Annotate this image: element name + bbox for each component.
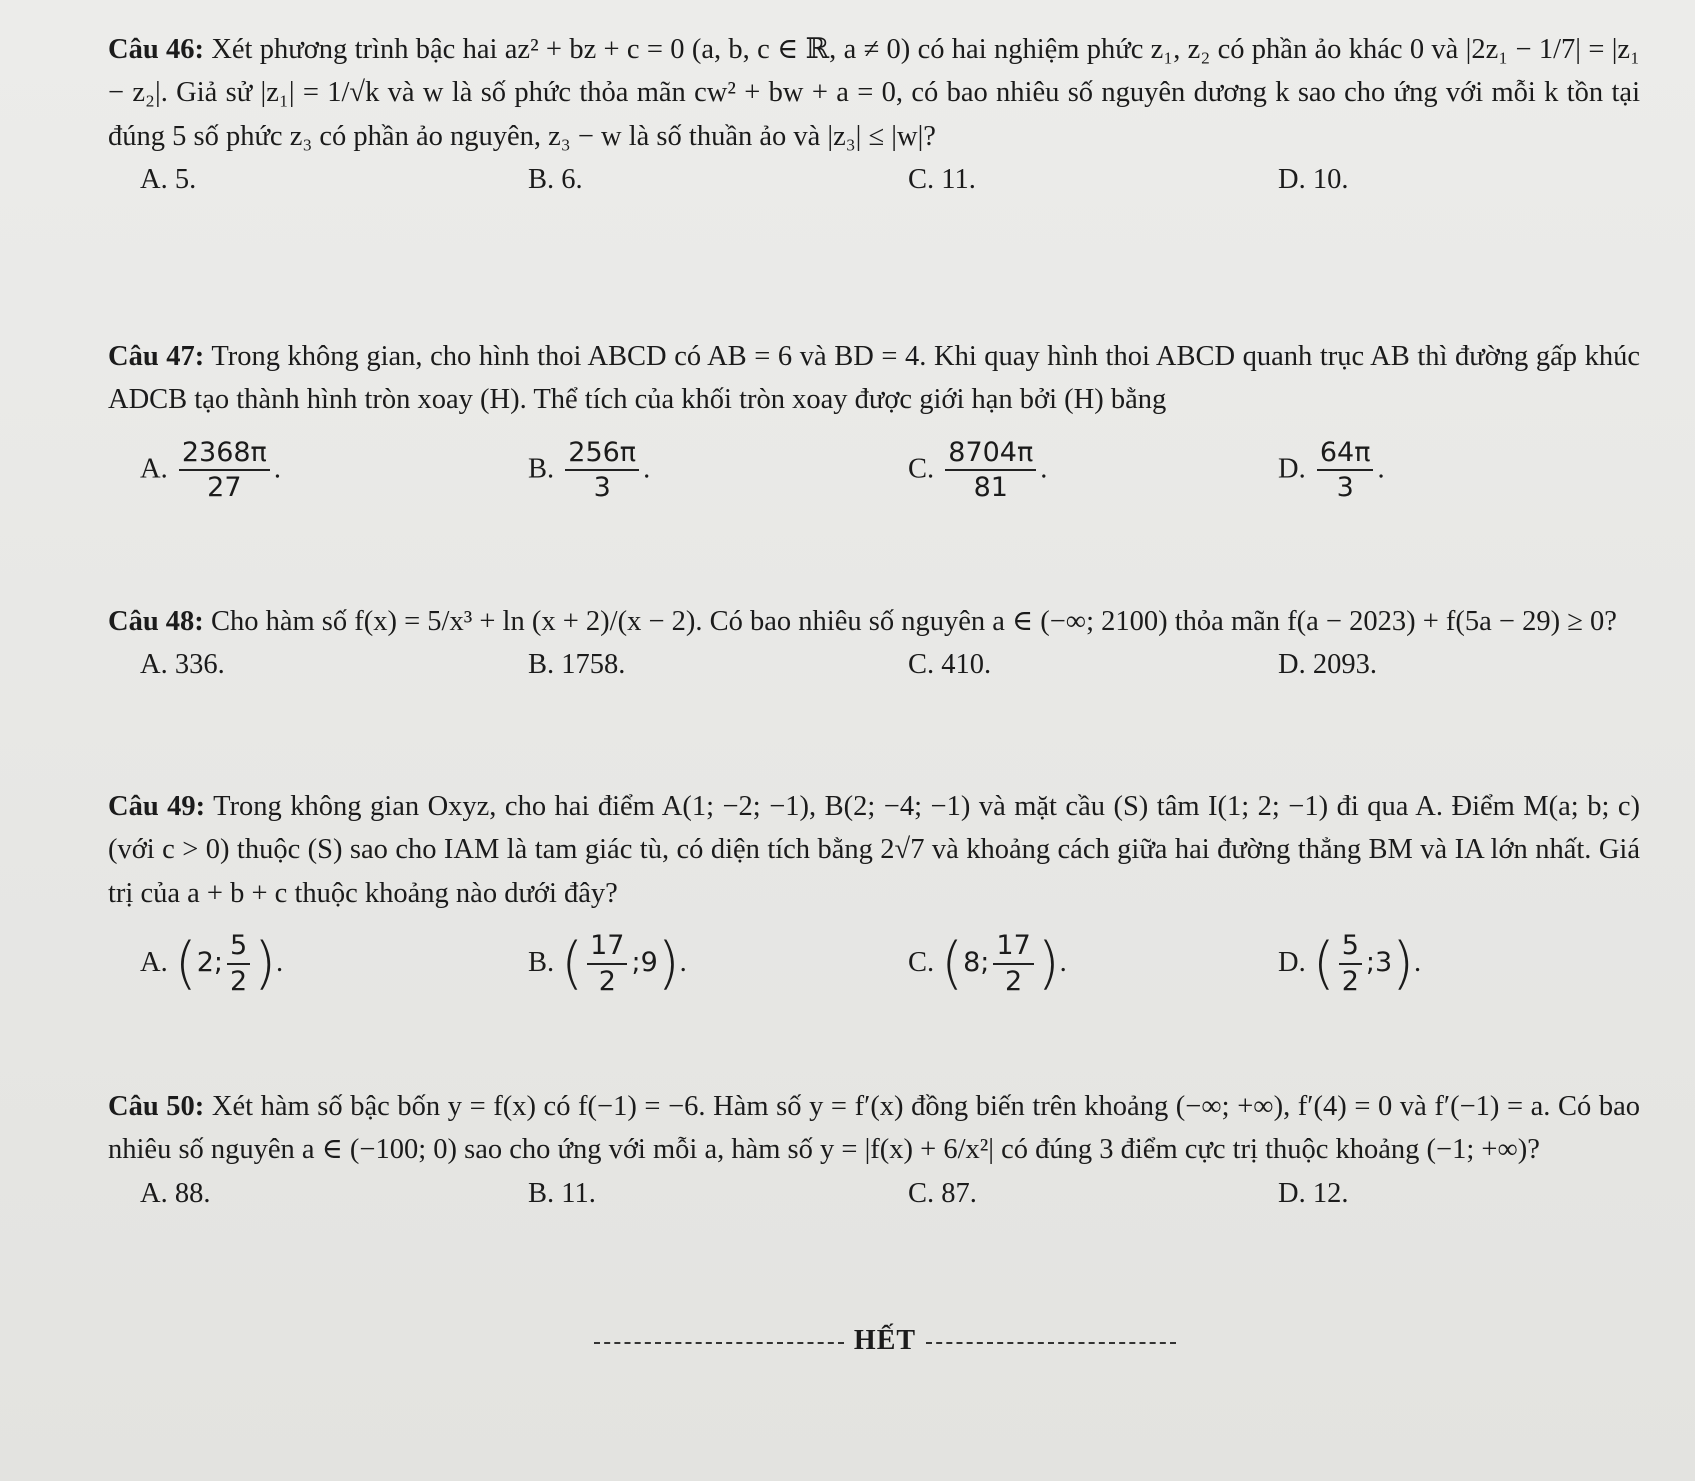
end-marker: [540, 1325, 1230, 1357]
choice-c[interactable]: C. (8; $\frac{17}{2}$ ).: [908, 929, 1067, 997]
choice-d[interactable]: D. 12.: [1278, 1177, 1349, 1209]
choices: [108, 643, 1640, 693]
choice-d[interactable]: D. 10.: [1278, 163, 1349, 195]
question-number: Câu 49:: [108, 791, 206, 822]
choice-c[interactable]: C. 11.: [908, 163, 976, 195]
question-text: Cho hàm số f(x) = 5/x³ + ln (x + 2)/(x − 2). Có bao nhiêu số nguyên a ∈ (−∞; 2100) thỏa mãn f(a − 2023) + f(5a − 29) ≥ 0?: [210, 606, 1617, 637]
choice-b[interactable]: B. 1758.: [528, 649, 626, 681]
choice-c[interactable]: C. 410.: [908, 649, 992, 681]
choices: [108, 915, 1640, 1019]
question-number: Câu 47:: [108, 341, 205, 372]
choice-d[interactable]: D. $\frac{64\pi}{3}$ .: [1278, 436, 1385, 504]
question-text: Xét phương trình bậc hai az² + bz + c = 0 (a, b, c ∈ ℝ, a ≠ 0) có hai nghiệm phức z₁, z₂ có phần ảo khác 0 và |2z₁ − 1/7| = |z₁ − z₂|. Giả sử |z₁| = 1/√k và w là số phức thỏa mãn cw² + bw + a = 0, có bao nhiêu số nguyên dương k sao cho ứng với mỗi k tồn tại đúng 5 số phức z₃ có phần ảo nguyên, z₃ − w là số thuần ảo và |z₃| ≤ |w|?: [108, 34, 1640, 152]
question-47: [108, 335, 1640, 526]
choice-d[interactable]: D. ( $\frac{5}{2}$ ;3).: [1278, 929, 1422, 997]
question-text: Trong không gian Oxyz, cho hai điểm A(1; −2; −1), B(2; −4; −1) và mặt cầu (S) tâm I(1; 2; −1) đi qua A. Điểm M(a; b; c) (với c > 0) thuộc (S) sao cho IAM là tam giác tù, có diện tích bằng 2√7 và khoảng cách giữa hai đường thẳng BM và IA lớn nhất. Giá trị của a + b + c thuộc khoảng nào dưới đây?: [108, 791, 1640, 909]
choice-a[interactable]: A. (2; $\frac{5}{2}$ ).: [140, 929, 284, 997]
divider: [926, 1342, 1176, 1344]
choices: [108, 422, 1640, 526]
question-50: [108, 1085, 1640, 1222]
choices: [108, 158, 1640, 208]
choice-d[interactable]: D. 2093.: [1278, 649, 1377, 681]
fraction: $\frac{2368\pi}{27}$: [179, 436, 270, 506]
choice-a[interactable]: A. 5.: [140, 163, 197, 195]
end-text: HẾT: [853, 1325, 917, 1356]
interval: ( $\frac{17}{2}$ ;9): [561, 929, 680, 997]
choice-a[interactable]: A. $\frac{2368\pi}{27}$ .: [140, 436, 281, 504]
choice-a[interactable]: A. 336.: [140, 649, 225, 681]
fraction: $\frac{64\pi}{3}$: [1317, 436, 1374, 506]
choice-a[interactable]: A. 88.: [140, 1177, 211, 1209]
choice-b[interactable]: B. $\frac{256\pi}{3}$ .: [528, 436, 651, 504]
interval: ( $\frac{5}{2}$ ;3): [1312, 929, 1415, 997]
choice-c[interactable]: C. 87.: [908, 1177, 977, 1209]
question-48: [108, 600, 1640, 693]
interval: (8; $\frac{17}{2}$ ): [941, 929, 1060, 997]
question-text: Trong không gian, cho hình thoi ABCD có AB = 6 và BD = 4. Khi quay hình thoi ABCD quanh trục AB thì đường gấp khúc ADCB tạo thành hình tròn xoay (H). Thể tích của khối tròn xoay được giới hạn bởi (H) bằng: [108, 341, 1640, 416]
choice-b[interactable]: B. ( $\frac{17}{2}$ ;9).: [528, 929, 687, 997]
question-text: Xét hàm số bậc bốn y = f(x) có f(−1) = −6. Hàm số y = f′(x) đồng biến trên khoảng (−∞; +∞), f′(4) = 0 và f′(−1) = a. Có bao nhiêu số nguyên a ∈ (−100; 0) sao cho ứng với mỗi a, hàm số y = |f(x) + 6/x²| có đúng 3 điểm cực trị thuộc khoảng (−1; +∞)?: [108, 1091, 1641, 1166]
question-number: Câu 50:: [108, 1091, 205, 1122]
choice-b[interactable]: B. 11.: [528, 1177, 596, 1209]
fraction: $\frac{256\pi}{3}$: [565, 436, 639, 506]
choice-b[interactable]: B. 6.: [528, 163, 583, 195]
choices: [108, 1172, 1640, 1222]
question-number: Câu 48:: [108, 606, 204, 637]
divider: [594, 1342, 844, 1344]
question-number: Câu 46:: [108, 34, 204, 65]
choice-c[interactable]: C. $\frac{8704\pi}{81}$ .: [908, 436, 1048, 504]
fraction: $\frac{8704\pi}{81}$: [945, 436, 1036, 506]
interval: (2; $\frac{5}{2}$ ): [174, 929, 277, 997]
question-46: [108, 28, 1640, 208]
question-49: [108, 785, 1640, 1019]
